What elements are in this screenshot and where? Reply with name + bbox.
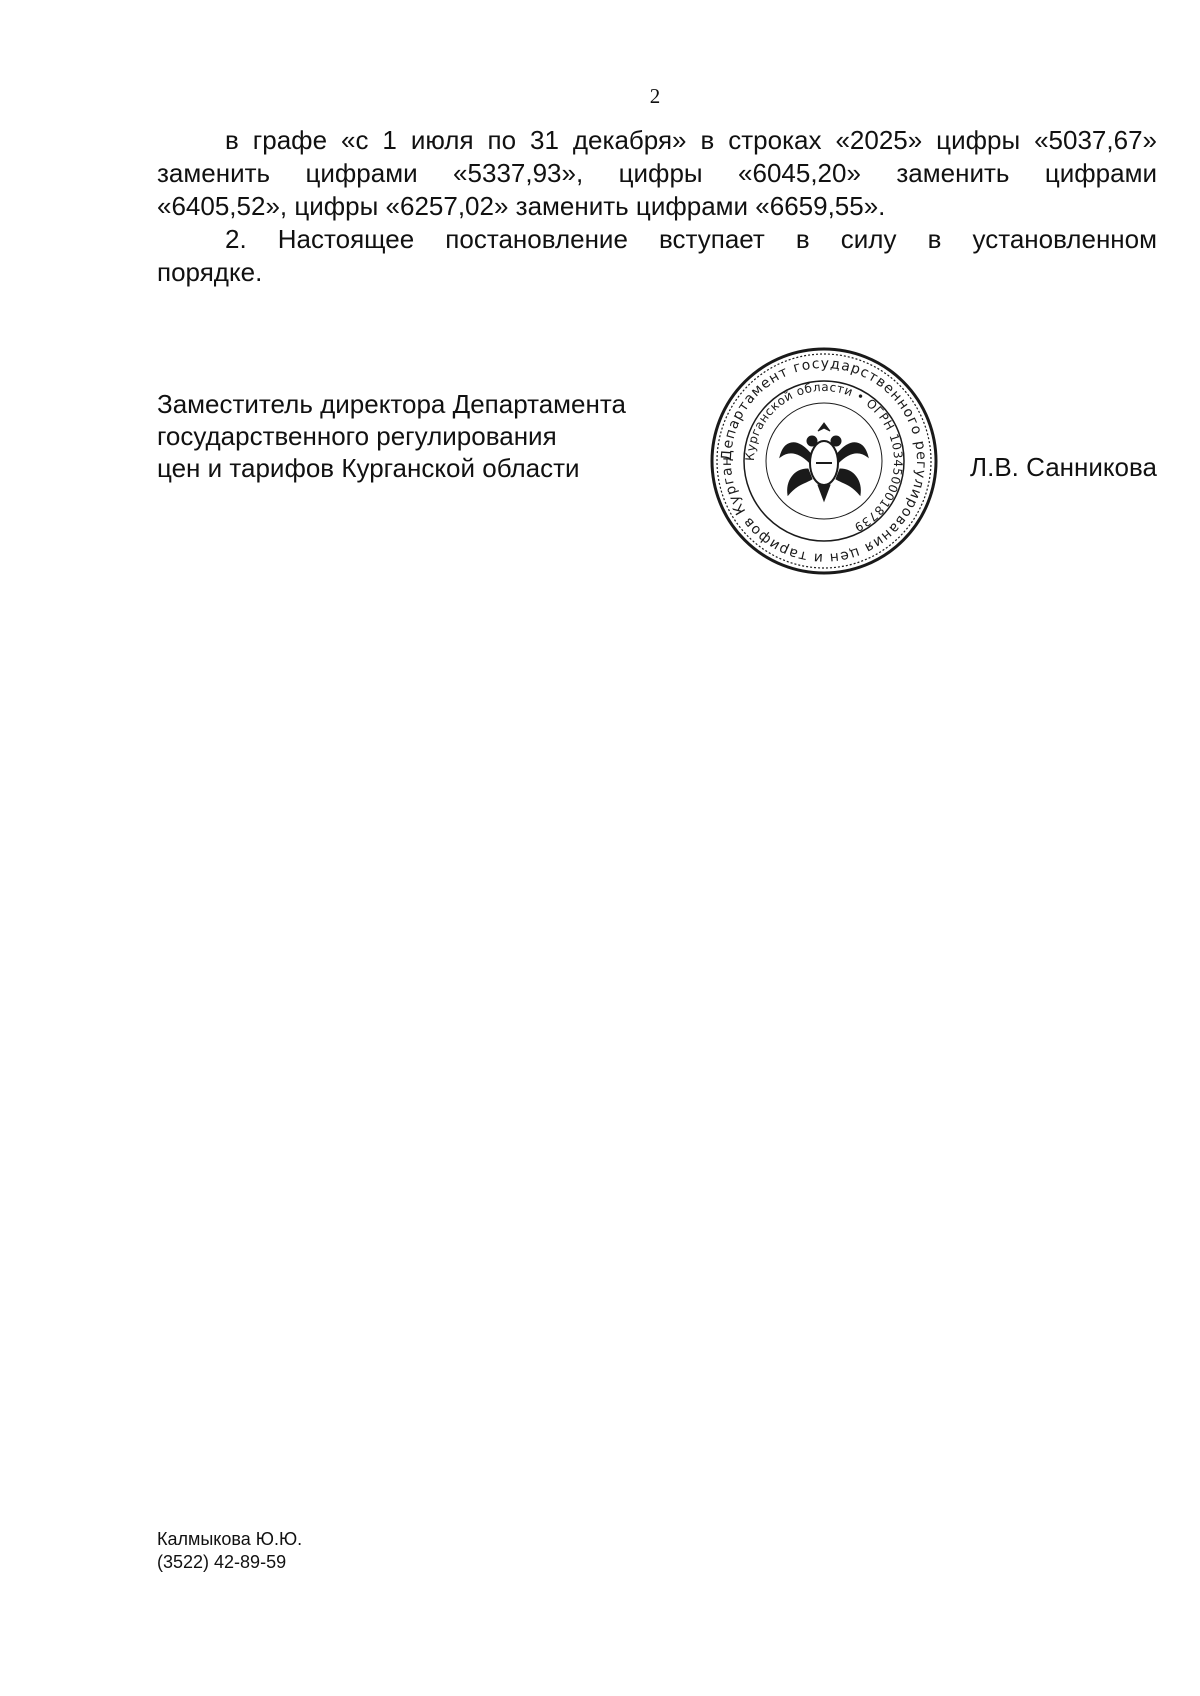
position-line: цен и тарифов Курганской области [157, 453, 580, 483]
seal-outer-text: Департамент государственного регулирования цен и тарифов Курган [718, 355, 930, 567]
seal-inner-text: Курганской области • ОГРН 1034500018739 [742, 379, 906, 535]
text-line: «6405,52», цифры «6257,02» заменить цифрами «6659,55». [157, 191, 886, 221]
position-line: Заместитель директора Департамента [157, 389, 626, 419]
text-line: порядке. [157, 257, 263, 287]
executor-name: Калмыкова Ю.Ю. [157, 1529, 303, 1549]
executor-contact [157, 1528, 302, 1574]
text-line: 2. Настоящее постановление вступает в силу в установленном [225, 224, 1157, 254]
paragraph-amendment [157, 124, 1157, 223]
paragraph-effective [157, 223, 1157, 289]
page-number: 2 [649, 84, 661, 108]
executor-phone: (3522) 42-89-59 [157, 1552, 287, 1572]
text-line: в графе «с 1 июля по 31 декабря» в строках «2025» цифры «5037,67» [225, 125, 1157, 155]
position-line: государственного регулирования [157, 421, 557, 451]
signatory-position [157, 388, 626, 484]
coat-of-arms-stamp-icon [708, 345, 940, 577]
text-line: заменить цифрами «5337,93», цифры «6045,20» заменить цифрами [157, 158, 1157, 188]
official-seal [708, 345, 940, 577]
signer-name: Л.В. Санникова [970, 452, 1157, 482]
document-body [157, 124, 1157, 289]
